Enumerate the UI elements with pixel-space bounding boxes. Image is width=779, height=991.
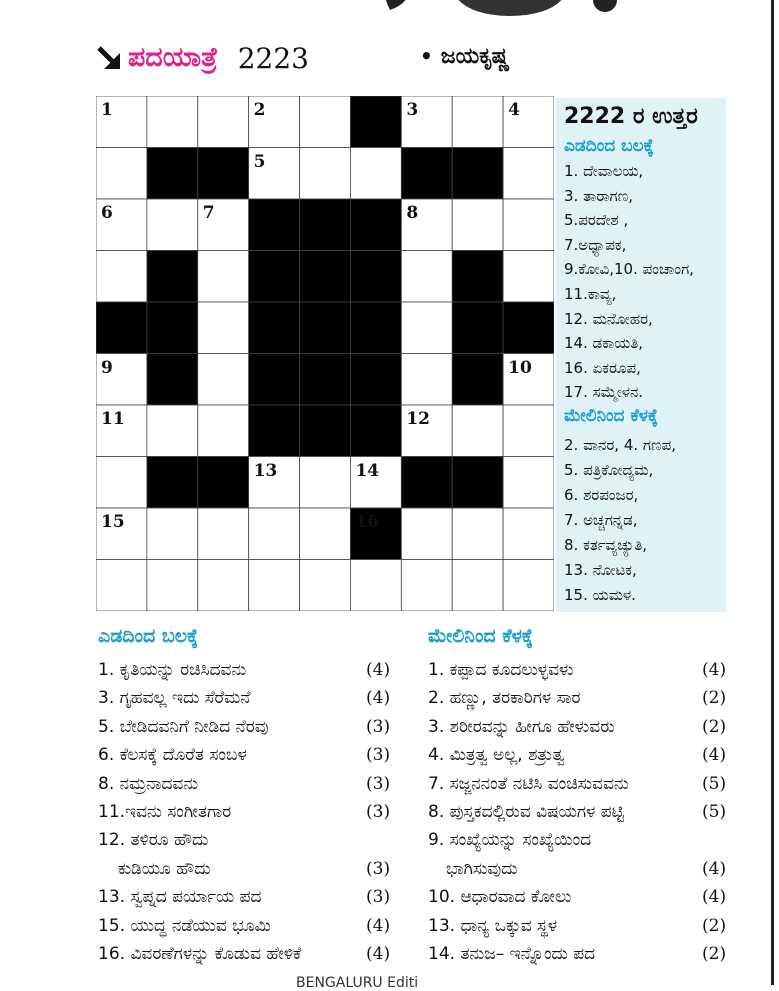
- footer-edition: BENGALURU Editi: [296, 975, 419, 991]
- clue-length: (4): [702, 887, 727, 908]
- clue-text: 5. ಬೇಡಿದವನಿಗೆ ನೀಡಿದ ನೆರವು: [98, 716, 269, 737]
- block-cell: [350, 354, 401, 406]
- block-cell: [249, 302, 300, 354]
- grid-cell[interactable]: [147, 560, 198, 612]
- clue-length: (5): [702, 773, 727, 794]
- puzzle-title: ಪದಯಾತ್ರೆ: [128, 42, 218, 73]
- clue-length: (2): [702, 915, 727, 936]
- clue-length: (4): [702, 745, 727, 766]
- clue-length: (3): [366, 716, 391, 737]
- clue-length: (4): [366, 944, 391, 964]
- grid-cell[interactable]: [401, 302, 452, 354]
- grid-cell[interactable]: [503, 148, 554, 200]
- answer-across-item: 9.ಕೋವಿ,10. ಪಂಚಾಂಗ,: [564, 260, 694, 279]
- cell-number: 1: [101, 100, 113, 120]
- answer-across-item: 17. ಸಮ್ಮೇಳನ.: [564, 383, 644, 402]
- block-cell: [147, 457, 198, 509]
- clue-length: (3): [366, 887, 391, 908]
- block-cell: [452, 148, 503, 200]
- grid-cell[interactable]: [300, 148, 351, 200]
- grid-cell[interactable]: [503, 560, 554, 612]
- grid-cell[interactable]: [300, 560, 351, 612]
- block-cell: [452, 302, 503, 354]
- answers-across-heading: ಎಡದಿಂದ ಬಲಕ್ಕೆ: [564, 136, 654, 156]
- grid-cell[interactable]: [96, 457, 147, 509]
- grid-cell[interactable]: [300, 457, 351, 509]
- block-cell: [503, 302, 554, 354]
- cell-number: 3: [406, 100, 419, 120]
- cell-number: 11: [101, 409, 125, 429]
- clue-length: (2): [702, 688, 727, 709]
- clue-length: (4): [702, 858, 727, 879]
- block-cell: [452, 251, 503, 303]
- previous-answers-panel: [556, 98, 726, 612]
- answer-down-item: 6. ಶರಪಂಜರ,: [564, 486, 639, 504]
- block-cell: [401, 457, 452, 509]
- block-cell: [300, 199, 351, 251]
- cell-number: 8: [406, 203, 419, 223]
- block-cell: [300, 302, 351, 354]
- block-cell: [249, 199, 300, 251]
- grid-cell[interactable]: [198, 354, 249, 406]
- answer-down-item: 7. ಅಚ್ಚಗನ್ನಡ,: [564, 511, 638, 529]
- cell-number: 5: [253, 151, 266, 172]
- cell-number: 4: [508, 100, 520, 120]
- clue-text: 6. ಕೆಲಸಕ್ಕೆ ದೊರೆತ ಸಂಬಳ: [98, 745, 247, 766]
- answer-across-item: 7.ಅಧ್ಯಾಪಕ,: [564, 235, 627, 254]
- answer-down-item: 13. ನೋಟಕ,: [564, 561, 637, 579]
- block-cell: [350, 96, 401, 148]
- block-cell: [96, 302, 147, 354]
- answer-across-item: 11.ಕಾವ್ಯ,: [564, 285, 617, 303]
- cell-number: 12: [406, 409, 430, 429]
- puzzle-number: 2223: [237, 41, 309, 75]
- clue-text: 8. ಪುಸ್ತಕದಲ್ಲಿರುವ ವಿಷಯಗಳ ಪಟ್ಟಿ: [428, 802, 624, 822]
- answers-title: 2222 ರ ಉತ್ತರ: [564, 104, 698, 129]
- cell-number: 13: [253, 460, 278, 481]
- clue-text: 3. ಗೃಹವಲ್ಲ ಇದು ಸೆರೆಮನೆ: [98, 688, 251, 709]
- grid-cell[interactable]: [300, 508, 351, 560]
- answer-down-item: 15. ಯಮಳ.: [564, 586, 636, 604]
- clue-text: 9. ಸಂಖ್ಯೆಯನ್ನು ಸಂಖ್ಯೆಯಿಂದ: [428, 830, 592, 851]
- clue-text: 1. ಕೃತಿಯನ್ನು ರಚಿಸಿದವನು: [98, 660, 247, 680]
- puzzle-header: [96, 38, 309, 78]
- grid-cell[interactable]: [452, 560, 503, 612]
- author-name: ಜಯಕೃಷ್ಣ: [440, 44, 510, 69]
- clue-length: (4): [366, 915, 391, 936]
- clue-text: ಭಾಗಿಸುವುದು: [446, 858, 518, 879]
- grid-cell[interactable]: [350, 560, 401, 612]
- clue-text: 3. ಶರೀರವನ್ನು ಹೀಗೂ ಹೇಳುವರು: [428, 716, 615, 737]
- clue-text: 8. ನಮ್ರನಾದವನು: [98, 773, 199, 794]
- clue-text: 10. ಆಧಾರವಾದ ಕೋಲು: [428, 887, 572, 908]
- block-cell: [300, 354, 351, 406]
- grid-lines: [96, 96, 554, 611]
- clue-length: (3): [366, 802, 391, 822]
- grid-cell[interactable]: [198, 508, 249, 560]
- block-cell: [147, 302, 198, 354]
- grid-cell[interactable]: [147, 405, 198, 457]
- block-cell: [401, 148, 452, 200]
- grid-cell[interactable]: [198, 96, 249, 148]
- clue-length: (4): [702, 660, 727, 680]
- answer-across-item: 5.ಪರದೇಶ ,: [564, 211, 629, 230]
- cell-number: 7: [202, 203, 215, 223]
- block-cell: [350, 405, 401, 457]
- grid-cell[interactable]: [249, 560, 300, 612]
- cell-number: 15: [101, 512, 125, 532]
- cell-number: 14: [355, 460, 380, 481]
- clue-text: ಕುಡಿಯೂ ಹೌದು: [118, 858, 211, 879]
- clue-text: 14. ತನುಜ– ಇನ್ನೊಂದು ಪದ: [428, 944, 596, 964]
- block-cell: [249, 405, 300, 457]
- block-cell: [147, 251, 198, 303]
- clue-length: (4): [366, 688, 391, 709]
- down-clues-heading: ಮೇಲಿನಿಂದ ಕೆಳಕ್ಕೆ: [428, 625, 534, 647]
- block-cell: [147, 354, 198, 406]
- bullet: •: [420, 44, 433, 68]
- arrow-icon: [96, 45, 122, 71]
- grid-cell[interactable]: [452, 199, 503, 251]
- answer-across-item: 14. ಡಕಾಯತಿ,: [564, 334, 644, 353]
- clue-text: 16. ವಿವರಣೆಗಳನ್ನು ಕೊಡುವ ಹೇಳಿಕೆ: [98, 944, 302, 964]
- grid-cell[interactable]: [401, 354, 452, 406]
- answer-across-item: 1. ದೇವಾಲಯ,: [564, 162, 644, 180]
- block-cell: [249, 251, 300, 303]
- clue-length: (3): [366, 858, 391, 879]
- page-divider: [771, 0, 774, 985]
- grid-cell[interactable]: [249, 508, 300, 560]
- cell-number: 2: [253, 100, 266, 120]
- answer-down-item: 8. ಕರ್ತವ್ಯಚ್ಯುತಿ,: [564, 536, 648, 554]
- clue-text: 15. ಯುದ್ಧ ನಡೆಯುವ ಭೂಮಿ: [98, 915, 271, 936]
- answer-down-item: 2. ವಾನರ, 4. ಗಣಪ,: [564, 436, 677, 454]
- block-cell: [300, 405, 351, 457]
- grid-cell[interactable]: [147, 508, 198, 560]
- block-cell: [249, 354, 300, 406]
- block-cell: [452, 354, 503, 406]
- grid-cell[interactable]: [198, 560, 249, 612]
- answers-down-heading: ಮೇಲಿನಿಂದ ಕೆಳಕ್ಕೆ: [564, 406, 658, 426]
- grid-cell[interactable]: [452, 405, 503, 457]
- clue-text: 12. ತಳಿರೂ ಹೌದು: [98, 830, 209, 851]
- clue-length: (4): [366, 660, 391, 680]
- grid-cell[interactable]: [503, 508, 554, 560]
- cell-number: 16: [355, 512, 380, 532]
- answer-across-item: 16. ಏಕರೂಪ,: [564, 358, 641, 377]
- clue-length: (3): [366, 745, 391, 766]
- block-cell: [198, 148, 249, 200]
- clue-length: (5): [702, 802, 727, 822]
- clue-text: 11.ಇವನು ಸಂಗೀತಗಾರ: [98, 802, 232, 822]
- block-cell: [452, 457, 503, 509]
- masthead-fragment: [380, 0, 620, 18]
- clue-length: (3): [366, 773, 391, 794]
- grid-cell[interactable]: [96, 251, 147, 303]
- block-cell: [350, 199, 401, 251]
- clue-text: 4. ಮಿತ್ರತ್ವ ಅಲ್ಲ, ಶತ್ರುತ್ವ: [428, 745, 565, 766]
- grid-cell[interactable]: [147, 199, 198, 251]
- grid-cell[interactable]: [96, 560, 147, 612]
- clue-text: 13. ಧಾನ್ಯ ಒಕ್ಕುವ ಸ್ಥಳ: [428, 915, 558, 936]
- author-credit: [420, 44, 510, 69]
- grid-cell[interactable]: [503, 405, 554, 457]
- grid-cell[interactable]: [350, 148, 401, 200]
- grid-cell[interactable]: [452, 96, 503, 148]
- answer-across-item: 12. ಮನೋಹರ,: [564, 309, 653, 328]
- across-clues-heading: ಎಡದಿಂದ ಬಲಕ್ಕೆ: [98, 625, 199, 647]
- block-cell: [147, 148, 198, 200]
- grid-cell[interactable]: [96, 148, 147, 200]
- cell-number: 6: [101, 203, 113, 223]
- crossword-grid: [96, 96, 554, 611]
- grid-cell[interactable]: [198, 302, 249, 354]
- grid-cell[interactable]: [401, 508, 452, 560]
- block-cell: [350, 251, 401, 303]
- block-cell: [198, 457, 249, 509]
- clue-text: 13. ಸ್ವಪ್ನದ ಪರ್ಯಾಯ ಪದ: [98, 887, 262, 908]
- clue-text: 1. ಕಪ್ಪಾದ ಕೂದಲುಳ್ಳವಳು: [428, 660, 574, 680]
- grid-cell[interactable]: [452, 508, 503, 560]
- grid-cell[interactable]: [503, 199, 554, 251]
- grid-cell[interactable]: [147, 96, 198, 148]
- clue-length: (2): [702, 944, 727, 964]
- grid-cell[interactable]: [401, 560, 452, 612]
- block-cell: [350, 302, 401, 354]
- cell-number: 10: [508, 357, 532, 378]
- grid-cell[interactable]: [300, 96, 351, 148]
- clue-text: 7. ಸಜ್ಜನನಂತೆ ನಟಿಸಿ ವಂಚಿಸುವವನು: [428, 773, 629, 794]
- grid-cell[interactable]: [198, 405, 249, 457]
- clue-length: (2): [702, 716, 727, 737]
- grid-cell[interactable]: [503, 457, 554, 509]
- grid-cell[interactable]: [503, 251, 554, 303]
- answer-across-item: 3. ತಾರಾಗಣ,: [564, 186, 634, 205]
- grid-cell[interactable]: [198, 251, 249, 303]
- grid-cell[interactable]: [401, 251, 452, 303]
- answer-down-item: 5. ಪತ್ರಿಕೋದ್ಯಮ,: [564, 461, 654, 479]
- block-cell: [300, 251, 351, 303]
- clue-text: 2. ಹಣ್ಣು, ತರಕಾರಿಗಳ ಸಾರ: [428, 688, 581, 709]
- cell-number: 9: [101, 357, 113, 378]
